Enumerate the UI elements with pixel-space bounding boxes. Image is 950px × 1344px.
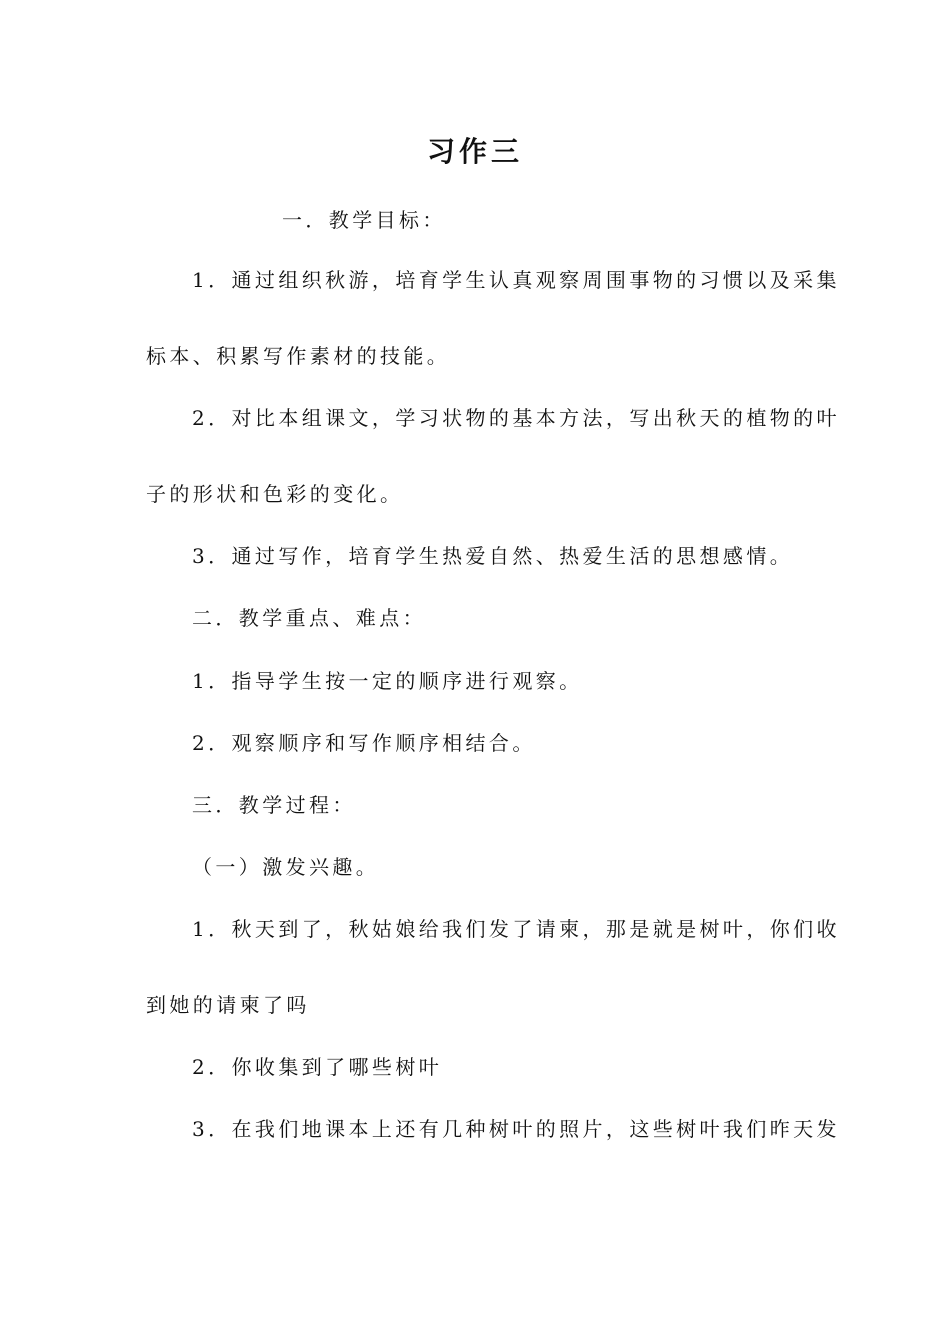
section-heading-objectives: 一．教学目标： xyxy=(282,208,446,232)
paragraph-line: 1．秋天到了，秋姑娘给我们发了请柬，那是就是树叶，你们收 xyxy=(192,917,840,941)
paragraph-line: 到她的请柬了吗 xyxy=(146,993,310,1017)
paragraph-line: 2．观察顺序和写作顺序相结合。 xyxy=(192,731,536,755)
paragraph-line: 3．在我们地课本上还有几种树叶的照片，这些树叶我们昨天发 xyxy=(192,1117,840,1141)
paragraph-line: 2．对比本组课文，学习状物的基本方法，写出秋天的植物的叶 xyxy=(192,406,840,430)
paragraph-line: 1．指导学生按一定的顺序进行观察。 xyxy=(192,669,583,693)
subsection-heading: （一）激发兴趣。 xyxy=(192,855,380,879)
document-title: 习作三 xyxy=(426,135,523,168)
paragraph-line: 1．通过组织秋游，培育学生认真观察周围事物的习惯以及采集 xyxy=(192,268,840,292)
paragraph-line: 标本、积累写作素材的技能。 xyxy=(146,344,451,368)
paragraph-line: 3．通过写作，培育学生热爱自然、热爱生活的思想感情。 xyxy=(192,544,794,568)
paragraph-line: 2．你收集到了哪些树叶 xyxy=(192,1055,443,1079)
paragraph-line: 子的形状和色彩的变化。 xyxy=(146,482,404,506)
section-heading-key-points: 二．教学重点、难点： xyxy=(192,606,426,630)
section-heading-process: 三．教学过程： xyxy=(192,793,356,817)
